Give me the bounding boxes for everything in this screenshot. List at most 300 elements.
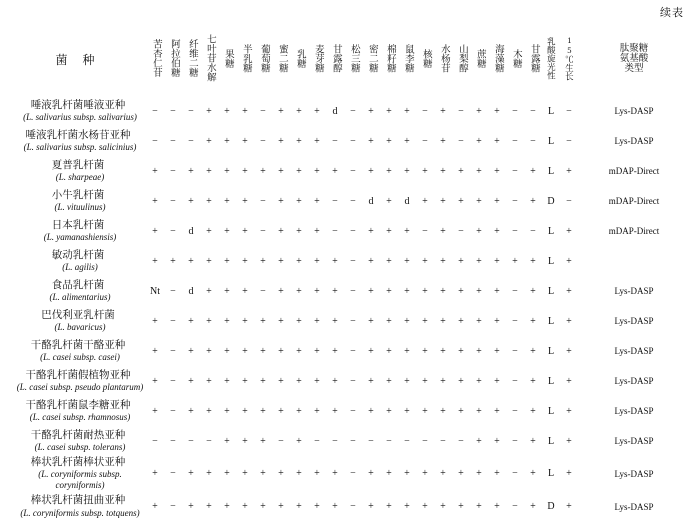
header-carbon-0 <box>146 22 164 96</box>
reaction-cell: + <box>530 435 536 447</box>
reaction-cell: + <box>440 255 446 267</box>
reaction-cell: D <box>547 195 555 207</box>
reaction-cell: + <box>440 345 446 357</box>
reaction-cell: + <box>422 165 428 177</box>
header-carbon-13-label: 棉籽糖 <box>384 43 395 73</box>
reaction-cell: − <box>332 225 338 237</box>
species-cell <box>10 276 146 306</box>
reaction-cell: + <box>458 255 464 267</box>
reaction-cell: − <box>566 195 572 207</box>
reaction-cell: + <box>476 468 482 480</box>
reaction-cell: − <box>512 135 518 147</box>
reaction-cell: L <box>547 105 555 117</box>
reaction-cell: + <box>494 345 500 357</box>
reaction-cell: + <box>206 375 212 387</box>
reaction-cell: + <box>386 165 392 177</box>
header-peptidoglycan-type <box>578 22 690 96</box>
reaction-cell: + <box>404 468 410 480</box>
reaction-cell: + <box>476 195 482 207</box>
reaction-cell: d <box>368 195 374 207</box>
bacteria-characteristics-table <box>10 22 690 522</box>
reaction-cell: + <box>440 165 446 177</box>
table-row <box>10 336 690 366</box>
reaction-cell: + <box>332 405 338 417</box>
header-carbon-2 <box>182 22 200 96</box>
reaction-cell: + <box>224 345 230 357</box>
reaction-cell: − <box>170 501 176 513</box>
header-peptidoglycan-line-0: 肽聚糖 <box>619 43 649 54</box>
reaction-cell: + <box>494 375 500 387</box>
reaction-cell: + <box>368 255 374 267</box>
reaction-cell: + <box>152 468 158 480</box>
reaction-cell: + <box>314 501 320 513</box>
species-latin-name: (L. agilis) <box>62 261 98 272</box>
reaction-cell: + <box>530 165 536 177</box>
header-carbon-10 <box>326 22 344 96</box>
reaction-cell: d <box>404 195 410 207</box>
header-carbon-20-label: 木糖 <box>510 48 521 68</box>
reaction-cell: + <box>332 375 338 387</box>
header-carbon-20 <box>506 22 524 96</box>
reaction-cell: + <box>242 255 248 267</box>
reaction-cell: + <box>422 285 428 297</box>
peptidoglycan-type-cell: Lys-DASP <box>614 346 654 356</box>
peptidoglycan-type-cell: mDAP-Direct <box>608 166 660 176</box>
reaction-cell: − <box>512 435 518 447</box>
reaction-cell: − <box>512 165 518 177</box>
reaction-cell: + <box>458 468 464 480</box>
reaction-cell: − <box>170 225 176 237</box>
reaction-cell: + <box>566 315 572 327</box>
reaction-cell: + <box>404 501 410 513</box>
reaction-cell: + <box>530 285 536 297</box>
reaction-cell: + <box>242 105 248 117</box>
table-row <box>10 426 690 456</box>
reaction-cell: − <box>206 435 212 447</box>
reaction-cell: − <box>332 135 338 147</box>
reaction-cell: − <box>512 501 518 513</box>
peptidoglycan-type-cell: Lys-DASP <box>614 501 654 512</box>
reaction-cell: + <box>404 225 410 237</box>
header-carbon-13 <box>380 22 398 96</box>
reaction-cell: + <box>404 285 410 297</box>
reaction-cell: − <box>350 105 356 117</box>
reaction-cell: + <box>386 501 392 513</box>
reaction-cell: − <box>170 375 176 387</box>
reaction-cell: − <box>152 435 158 447</box>
reaction-cell: + <box>458 405 464 417</box>
reaction-cell: + <box>224 105 230 117</box>
reaction-cell: − <box>170 165 176 177</box>
reaction-cell: + <box>494 255 500 267</box>
reaction-cell: + <box>530 501 536 513</box>
reaction-cell: + <box>314 285 320 297</box>
species-cell <box>10 366 146 396</box>
reaction-cell: + <box>224 135 230 147</box>
reaction-cell: + <box>260 255 266 267</box>
table-row <box>10 156 690 186</box>
reaction-cell: − <box>188 435 194 447</box>
species-chinese-name: 敏动乳杆菌 <box>51 249 105 261</box>
reaction-cell: + <box>206 165 212 177</box>
reaction-cell: + <box>440 315 446 327</box>
table-row <box>10 246 690 276</box>
reaction-cell: + <box>440 375 446 387</box>
header-carbon-22-label: 乳酸旋光性 <box>546 36 557 80</box>
reaction-cell: − <box>458 105 464 117</box>
reaction-cell: + <box>530 195 536 207</box>
header-carbon-3-label: 七叶苷水解 <box>204 34 215 82</box>
species-latin-name: (L. vituulinus) <box>54 201 106 212</box>
reaction-cell: L <box>547 405 555 417</box>
reaction-cell: + <box>566 225 572 237</box>
reaction-cell: + <box>206 501 212 513</box>
table-row <box>10 126 690 156</box>
reaction-cell: + <box>296 405 302 417</box>
header-carbon-15-label: 核糖 <box>420 48 431 68</box>
reaction-cell: + <box>332 165 338 177</box>
reaction-cell: + <box>368 285 374 297</box>
species-cell <box>10 126 146 156</box>
reaction-cell: + <box>386 225 392 237</box>
reaction-cell: + <box>260 405 266 417</box>
table-row <box>10 96 690 126</box>
reaction-cell: − <box>278 435 284 447</box>
reaction-cell: + <box>458 195 464 207</box>
peptidoglycan-type-cell: Lys-DASP <box>614 136 654 146</box>
reaction-cell: + <box>188 165 194 177</box>
reaction-cell: + <box>368 345 374 357</box>
reaction-cell: + <box>224 285 230 297</box>
header-carbon-5 <box>236 22 254 96</box>
reaction-cell: + <box>296 195 302 207</box>
reaction-cell: − <box>530 135 536 147</box>
reaction-cell: + <box>242 285 248 297</box>
species-chinese-name: 唾液乳杆菌水杨苷亚种 <box>25 129 131 141</box>
reaction-cell: + <box>188 195 194 207</box>
reaction-cell: + <box>476 501 482 513</box>
reaction-cell: + <box>224 225 230 237</box>
reaction-cell: + <box>386 345 392 357</box>
reaction-cell: + <box>476 225 482 237</box>
reaction-cell: + <box>224 435 230 447</box>
reaction-cell: − <box>422 225 428 237</box>
reaction-cell: + <box>296 501 302 513</box>
reaction-cell: + <box>152 255 158 267</box>
reaction-cell: − <box>260 105 266 117</box>
species-chinese-name: 干酪乳杆菌鼠李糖亚种 <box>25 399 131 411</box>
reaction-cell: + <box>296 345 302 357</box>
reaction-cell: − <box>152 105 158 117</box>
reaction-cell: + <box>314 195 320 207</box>
reaction-cell: − <box>350 345 356 357</box>
reaction-cell: + <box>296 435 302 447</box>
reaction-cell: − <box>530 225 536 237</box>
reaction-cell: − <box>512 468 518 480</box>
header-carbon-8 <box>290 22 308 96</box>
reaction-cell: + <box>314 345 320 357</box>
reaction-cell: + <box>476 255 482 267</box>
reaction-cell: − <box>422 105 428 117</box>
reaction-cell: L <box>547 435 555 447</box>
peptidoglycan-type-cell: mDAP-Direct <box>608 226 660 236</box>
table-row <box>10 396 690 426</box>
reaction-cell: + <box>422 375 428 387</box>
reaction-cell: + <box>224 405 230 417</box>
reaction-cell: + <box>476 375 482 387</box>
reaction-cell: − <box>350 405 356 417</box>
reaction-cell: + <box>188 405 194 417</box>
table-row <box>10 216 690 246</box>
reaction-cell: + <box>332 315 338 327</box>
reaction-cell: + <box>404 405 410 417</box>
reaction-cell: + <box>152 165 158 177</box>
reaction-cell: + <box>566 405 572 417</box>
reaction-cell: + <box>152 345 158 357</box>
header-carbon-1 <box>164 22 182 96</box>
peptidoglycan-type-cell: Lys-DASP <box>614 468 654 479</box>
header-carbon-12-label: 密二糖 <box>366 43 377 73</box>
reaction-cell: + <box>278 501 284 513</box>
reaction-cell: + <box>314 375 320 387</box>
reaction-cell: + <box>530 375 536 387</box>
reaction-cell: − <box>512 405 518 417</box>
species-cell <box>10 396 146 426</box>
reaction-cell: − <box>440 435 446 447</box>
species-chinese-name: 巴伐利亚乳杆菌 <box>41 309 115 321</box>
reaction-cell: + <box>152 405 158 417</box>
reaction-cell: + <box>296 285 302 297</box>
header-carbon-18-label: 蔗糖 <box>474 48 485 68</box>
species-chinese-name: 小牛乳杆菌 <box>51 189 105 201</box>
reaction-cell: + <box>566 255 572 267</box>
reaction-cell: + <box>296 468 302 480</box>
reaction-cell: + <box>512 255 518 267</box>
reaction-cell: + <box>152 225 158 237</box>
reaction-cell: + <box>476 105 482 117</box>
species-latin-name: (L. casei subsp. pseudo plantarum) <box>16 381 144 392</box>
reaction-cell: + <box>332 501 338 513</box>
header-carbon-21-label: 甘露糖 <box>528 43 539 73</box>
reaction-cell: + <box>296 135 302 147</box>
reaction-cell: + <box>386 135 392 147</box>
reaction-cell: + <box>278 315 284 327</box>
header-carbon-15 <box>416 22 434 96</box>
reaction-cell: + <box>386 255 392 267</box>
header-carbon-12 <box>362 22 380 96</box>
reaction-cell: + <box>170 255 176 267</box>
reaction-cell: + <box>242 165 248 177</box>
reaction-cell: − <box>422 135 428 147</box>
reaction-cell: + <box>494 105 500 117</box>
reaction-cell: − <box>350 315 356 327</box>
table-row <box>10 186 690 216</box>
reaction-cell: − <box>512 315 518 327</box>
reaction-cell: + <box>314 405 320 417</box>
header-carbon-23-label: 15℃生长 <box>564 35 575 81</box>
reaction-cell: + <box>206 285 212 297</box>
reaction-cell: d <box>188 285 194 297</box>
reaction-cell: − <box>170 405 176 417</box>
reaction-cell: + <box>494 135 500 147</box>
reaction-cell: L <box>547 225 555 237</box>
reaction-cell: + <box>476 165 482 177</box>
reaction-cell: + <box>566 375 572 387</box>
reaction-cell: + <box>386 105 392 117</box>
header-carbon-10-label: 甘露醇 <box>330 43 341 73</box>
peptidoglycan-type-cell: mDAP-Direct <box>608 196 660 206</box>
reaction-cell: − <box>566 135 572 147</box>
reaction-cell: + <box>404 105 410 117</box>
reaction-cell: + <box>260 375 266 387</box>
reaction-cell: + <box>224 255 230 267</box>
reaction-cell: − <box>512 225 518 237</box>
reaction-cell: + <box>386 375 392 387</box>
reaction-cell: + <box>494 501 500 513</box>
reaction-cell: + <box>458 165 464 177</box>
reaction-cell: − <box>170 435 176 447</box>
reaction-cell: + <box>332 345 338 357</box>
species-cell <box>10 456 146 492</box>
reaction-cell: + <box>368 501 374 513</box>
reaction-cell: + <box>368 165 374 177</box>
reaction-cell: + <box>206 105 212 117</box>
reaction-cell: + <box>368 315 374 327</box>
reaction-cell: + <box>494 315 500 327</box>
reaction-cell: + <box>152 315 158 327</box>
reaction-cell: + <box>278 345 284 357</box>
header-carbon-9 <box>308 22 326 96</box>
reaction-cell: − <box>350 255 356 267</box>
reaction-cell: + <box>278 255 284 267</box>
reaction-cell: + <box>566 468 572 480</box>
reaction-cell: + <box>458 315 464 327</box>
reaction-cell: + <box>494 285 500 297</box>
header-carbon-18 <box>470 22 488 96</box>
reaction-cell: − <box>188 105 194 117</box>
reaction-cell: + <box>386 195 392 207</box>
reaction-cell: + <box>566 501 572 513</box>
reaction-cell: + <box>278 405 284 417</box>
reaction-cell: + <box>188 255 194 267</box>
reaction-cell: + <box>278 285 284 297</box>
reaction-cell: + <box>422 195 428 207</box>
reaction-cell: + <box>296 375 302 387</box>
reaction-cell: − <box>170 345 176 357</box>
reaction-cell: + <box>296 225 302 237</box>
reaction-cell: + <box>386 468 392 480</box>
reaction-cell: L <box>547 375 555 387</box>
reaction-cell: − <box>170 135 176 147</box>
reaction-cell: + <box>260 315 266 327</box>
reaction-cell: − <box>422 435 428 447</box>
header-carbon-4 <box>218 22 236 96</box>
reaction-cell: + <box>296 165 302 177</box>
reaction-cell: d <box>332 105 338 117</box>
header-carbon-16-label: 水杨苷 <box>438 43 449 73</box>
reaction-cell: + <box>440 105 446 117</box>
reaction-cell: + <box>152 195 158 207</box>
reaction-cell: + <box>404 375 410 387</box>
reaction-cell: + <box>332 255 338 267</box>
reaction-cell: − <box>458 135 464 147</box>
reaction-cell: − <box>386 435 392 447</box>
reaction-cell: + <box>314 105 320 117</box>
header-species: 菌 种 <box>55 52 101 67</box>
species-latin-name: (L. coryniformis subsp. coryniformis) <box>38 469 122 491</box>
reaction-cell: + <box>278 165 284 177</box>
reaction-cell: + <box>422 405 428 417</box>
reaction-cell: + <box>260 501 266 513</box>
peptidoglycan-type-cell: Lys-DASP <box>614 436 654 446</box>
reaction-cell: − <box>368 435 374 447</box>
reaction-cell: + <box>260 345 266 357</box>
reaction-cell: + <box>206 135 212 147</box>
reaction-cell: − <box>566 105 572 117</box>
reaction-cell: + <box>188 468 194 480</box>
reaction-cell: + <box>458 285 464 297</box>
reaction-cell: + <box>422 501 428 513</box>
header-carbon-9-label: 麦芽糖 <box>312 43 323 73</box>
reaction-cell: + <box>404 345 410 357</box>
reaction-cell: + <box>206 255 212 267</box>
reaction-cell: − <box>350 285 356 297</box>
reaction-cell: + <box>314 165 320 177</box>
reaction-cell: + <box>440 225 446 237</box>
species-chinese-name: 夏普乳杆菌 <box>51 159 105 171</box>
reaction-cell: − <box>170 105 176 117</box>
reaction-cell: + <box>242 315 248 327</box>
reaction-cell: + <box>188 315 194 327</box>
reaction-cell: + <box>440 501 446 513</box>
header-carbon-5-label: 半乳糖 <box>240 43 251 73</box>
reaction-cell: + <box>422 468 428 480</box>
reaction-cell: L <box>547 135 555 147</box>
header-carbon-4-label: 果糖 <box>222 48 233 68</box>
reaction-cell: + <box>206 468 212 480</box>
table-row <box>10 492 690 522</box>
reaction-cell: + <box>152 375 158 387</box>
reaction-cell: + <box>476 345 482 357</box>
reaction-cell: − <box>350 468 356 480</box>
reaction-cell: Nt <box>150 285 160 297</box>
reaction-cell: + <box>566 345 572 357</box>
reaction-cell: + <box>224 165 230 177</box>
header-carbon-17-label: 山梨醇 <box>456 43 467 73</box>
species-chinese-name: 干酪乳杆菌干酪亚种 <box>30 339 126 351</box>
species-chinese-name: 食品乳杆菌 <box>51 279 105 291</box>
reaction-cell: + <box>224 468 230 480</box>
reaction-cell: + <box>368 405 374 417</box>
species-chinese-name: 日本乳杆菌 <box>51 219 105 231</box>
reaction-cell: + <box>152 501 158 513</box>
species-cell <box>10 246 146 276</box>
reaction-cell: + <box>368 105 374 117</box>
reaction-cell: + <box>368 468 374 480</box>
reaction-cell: + <box>206 225 212 237</box>
reaction-cell: − <box>332 435 338 447</box>
reaction-cell: − <box>350 225 356 237</box>
reaction-cell: − <box>458 225 464 237</box>
reaction-cell: d <box>188 225 194 237</box>
reaction-cell: + <box>278 135 284 147</box>
reaction-cell: + <box>278 225 284 237</box>
reaction-cell: L <box>547 285 555 297</box>
reaction-cell: − <box>530 105 536 117</box>
header-peptidoglycan-line-1: 氨基酸 <box>619 53 649 64</box>
reaction-cell: − <box>332 195 338 207</box>
reaction-cell: + <box>332 468 338 480</box>
